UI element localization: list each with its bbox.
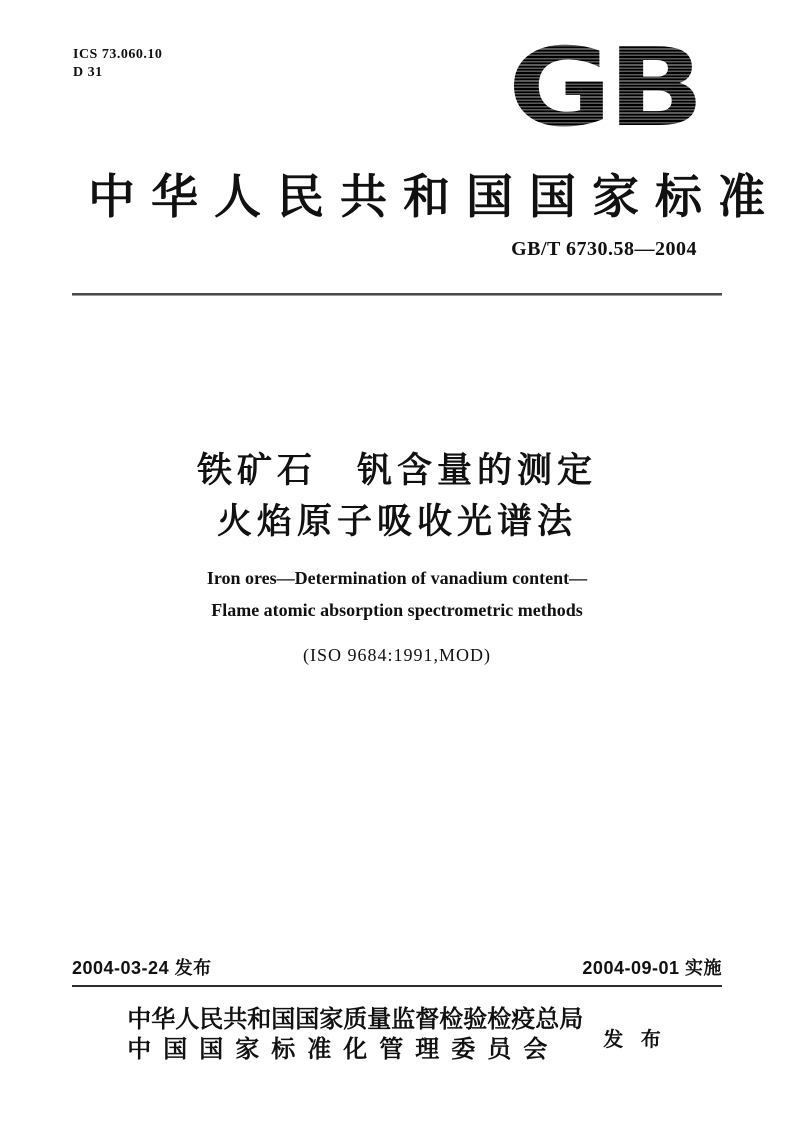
title-en-line2: Flame atomic absorption spectrometric methods xyxy=(211,599,583,620)
dates-row xyxy=(72,954,722,980)
publisher-names xyxy=(127,1005,583,1065)
publish-label: 发 布 xyxy=(603,1028,667,1051)
ics-classification-block xyxy=(73,46,162,81)
iso-reference: (ISO 9684:1991,MOD) xyxy=(303,645,491,665)
national-standard-heading: 中华人民共和国国家标准 xyxy=(88,172,781,224)
title-cn-line2: 火焰原子吸收光谱法 xyxy=(216,501,577,541)
gb-logo: GB xyxy=(507,26,700,151)
ics-code: ICS 73.060.10 xyxy=(73,47,163,62)
standard-number: GB/T 6730.58—2004 xyxy=(511,238,697,260)
footer-divider-line xyxy=(72,985,722,987)
publisher-line1: 中华人民共和国国家质量监督检验检疫总局 xyxy=(127,1007,584,1033)
doc-class-code: D 31 xyxy=(73,64,103,80)
header-divider-line xyxy=(72,293,722,296)
title-cn-line1: 铁矿石 钒含量的测定 xyxy=(196,451,597,490)
document-title-english xyxy=(40,563,754,626)
title-en-line1: Iron ores—Determination of vanadium content— xyxy=(206,568,588,588)
implementation-date: 2004-09-01 实施 xyxy=(582,958,722,978)
publisher-block xyxy=(72,1005,722,1065)
issue-date: 2004-03-24 发布 xyxy=(72,958,212,978)
document-title-chinese xyxy=(40,446,754,548)
publisher-line2: 中国国家标准化管理委员会 xyxy=(127,1037,560,1063)
